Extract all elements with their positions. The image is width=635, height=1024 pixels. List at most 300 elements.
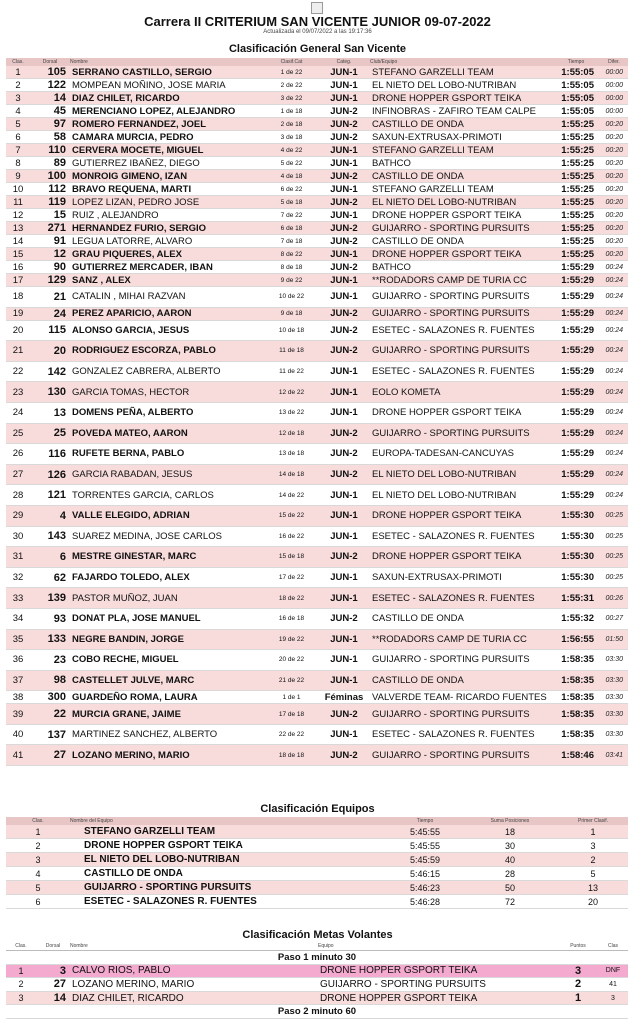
position-cell: 33 — [6, 588, 30, 609]
dorsal-cell: 143 — [30, 526, 70, 547]
category-cell: JUN-2 — [318, 235, 370, 248]
time-cell: 1:55:29 — [552, 382, 600, 403]
position-cell: 1 — [6, 66, 30, 79]
rider-name-cell: GRAU PIQUERES, ALEX — [70, 248, 265, 261]
category-rank-cell: 4 de 18 — [265, 170, 318, 183]
difference-cell: 03:30 — [600, 704, 628, 725]
points-cell: 3 — [558, 964, 598, 978]
category-rank-cell: 9 de 18 — [265, 307, 318, 320]
dorsal-cell: 3 — [36, 964, 70, 978]
table-row — [6, 670, 628, 691]
category-rank-cell: 18 de 22 — [265, 588, 318, 609]
rider-name-cell: DOMENS PEÑA, ALBERTO — [70, 402, 265, 423]
club-cell: BATHCO — [370, 261, 552, 274]
updated-timestamp: Actualizada el 09/07/2022 a las 19:17:36 — [263, 29, 372, 35]
col-club: Club/Equipo — [370, 58, 552, 66]
dorsal-cell: 97 — [30, 118, 70, 131]
position-cell: 18 — [6, 287, 30, 308]
category-rank-cell: 1 de 1 — [265, 691, 318, 704]
dorsal-cell: 98 — [30, 670, 70, 691]
col-nombre: Nombre — [70, 58, 265, 66]
club-cell: DRONE HOPPER GSPORT TEIKA — [370, 402, 552, 423]
table-row — [6, 567, 628, 588]
position-cell: 23 — [6, 382, 30, 403]
difference-cell: 00:24 — [600, 261, 628, 274]
category-rank-cell: 5 de 22 — [265, 157, 318, 170]
team-cell: DRONE HOPPER GSPORT TEIKA — [318, 964, 558, 978]
rider-name-cell: TORRENTES GARCIA, CARLOS — [70, 485, 265, 506]
broken-image-icon — [311, 2, 323, 14]
dorsal-cell: 14 — [30, 92, 70, 105]
category-rank-cell: 2 de 18 — [265, 118, 318, 131]
rider-name-cell: GONZALEZ CABRERA, ALBERTO — [70, 361, 265, 382]
club-cell: ESETEC - SALAZONES R. FUENTES — [370, 724, 552, 745]
dorsal-cell: 23 — [30, 650, 70, 671]
table-row — [6, 423, 628, 444]
position-cell: 21 — [6, 341, 30, 362]
position-cell: 38 — [6, 691, 30, 704]
table-row — [6, 92, 628, 105]
difference-cell: 00:25 — [600, 567, 628, 588]
points-cell: 2 — [558, 978, 598, 992]
table-row — [6, 526, 628, 547]
rider-name-cell: MERENCIANO LOPEZ, ALEJANDRO — [70, 105, 265, 118]
time-cell: 1:55:05 — [552, 92, 600, 105]
category-cell: JUN-2 — [318, 222, 370, 235]
table-row — [6, 274, 628, 287]
table-row — [6, 704, 628, 725]
category-rank-cell: 17 de 22 — [265, 567, 318, 588]
col-clas: Clas. — [6, 817, 70, 825]
rider-name-cell: PASTOR MUÑOZ, JUAN — [70, 588, 265, 609]
position-cell: 3 — [6, 853, 70, 867]
rider-name-cell: DIAZ CHILET, RICARDO — [70, 991, 318, 1005]
category-rank-cell: 17 de 18 — [265, 704, 318, 725]
category-cell: JUN-1 — [318, 724, 370, 745]
table-row — [6, 964, 628, 978]
dorsal-cell: 100 — [30, 170, 70, 183]
time-cell: 1:58:35 — [552, 724, 600, 745]
time-cell: 1:55:25 — [552, 235, 600, 248]
difference-cell: 00:24 — [600, 341, 628, 362]
club-cell: DRONE HOPPER GSPORT TEIKA — [370, 248, 552, 261]
category-rank-cell: 8 de 22 — [265, 248, 318, 261]
metas-section-title: Clasificación Metas Volantes — [242, 929, 393, 941]
rider-name-cell: DONAT PLA, JOSE MANUEL — [70, 608, 265, 629]
dorsal-cell: 142 — [30, 361, 70, 382]
time-cell: 1:55:29 — [552, 287, 600, 308]
category-cell: JUN-1 — [318, 629, 370, 650]
table-row — [6, 382, 628, 403]
clas-cell: DNF — [598, 964, 628, 978]
position-cell: 12 — [6, 209, 30, 222]
col-primer: Primer Clasif. — [558, 817, 628, 825]
category-cell: JUN-1 — [318, 670, 370, 691]
dorsal-cell: 89 — [30, 157, 70, 170]
table-header-row — [6, 942, 628, 951]
category-cell: JUN-1 — [318, 157, 370, 170]
position-cell: 17 — [6, 274, 30, 287]
club-cell: CASTILLO DE ONDA — [370, 235, 552, 248]
position-cell: 2 — [6, 978, 36, 992]
difference-cell: 00:20 — [600, 209, 628, 222]
club-cell: EL NIETO DEL LOBO-NUTRIBAN — [370, 485, 552, 506]
rider-name-cell: HERNANDEZ FURIO, SERGIO — [70, 222, 265, 235]
table-row — [6, 978, 628, 992]
category-cell: JUN-1 — [318, 183, 370, 196]
table-row — [6, 853, 628, 867]
time-cell: 1:55:25 — [552, 209, 600, 222]
table-row — [6, 547, 628, 568]
table-row — [6, 839, 628, 853]
time-cell: 1:55:29 — [552, 464, 600, 485]
rider-name-cell: LOZANO MERINO, MARIO — [70, 745, 265, 766]
first-classified-cell: 13 — [558, 881, 628, 895]
col-nombre: Nombre — [70, 942, 318, 951]
first-classified-cell: 3 — [558, 839, 628, 853]
time-cell: 1:55:30 — [552, 547, 600, 568]
col-tiempo: Tiempo — [388, 817, 462, 825]
category-cell: JUN-1 — [318, 361, 370, 382]
dorsal-cell: 126 — [30, 464, 70, 485]
time-cell: 1:55:25 — [552, 222, 600, 235]
table-row — [6, 287, 628, 308]
category-rank-cell: 9 de 22 — [265, 274, 318, 287]
club-cell: STEFANO GARZELLI TEAM — [370, 183, 552, 196]
difference-cell: 03:30 — [600, 691, 628, 704]
difference-cell: 03:30 — [600, 650, 628, 671]
rider-name-cell: VALLE ELEGIDO, ADRIAN — [70, 505, 265, 526]
club-cell: DRONE HOPPER GSPORT TEIKA — [370, 92, 552, 105]
category-rank-cell: 15 de 18 — [265, 547, 318, 568]
first-classified-cell: 2 — [558, 853, 628, 867]
teams-section-title: Clasificación Equipos — [260, 803, 375, 815]
table-row — [6, 248, 628, 261]
rider-name-cell: LEGUA LATORRE, ALVARO — [70, 235, 265, 248]
table-row — [6, 307, 628, 320]
category-rank-cell: 11 de 18 — [265, 341, 318, 362]
rider-name-cell: NEGRE BANDIN, JORGE — [70, 629, 265, 650]
rider-name-cell: CATALIN , MIHAI RAZVAN — [70, 287, 265, 308]
time-cell: 1:55:30 — [552, 567, 600, 588]
position-cell: 4 — [6, 105, 30, 118]
position-cell: 37 — [6, 670, 30, 691]
difference-cell: 00:20 — [600, 235, 628, 248]
category-rank-cell: 16 de 18 — [265, 608, 318, 629]
points-cell: 1 — [558, 991, 598, 1005]
club-cell: CASTILLO DE ONDA — [370, 170, 552, 183]
difference-cell: 00:24 — [600, 320, 628, 341]
category-rank-cell: 22 de 22 — [265, 724, 318, 745]
time-cell: 1:55:05 — [552, 66, 600, 79]
col-puntos: Puntos — [558, 942, 598, 951]
difference-cell: 00:20 — [600, 144, 628, 157]
dorsal-cell: 15 — [30, 209, 70, 222]
position-cell: 3 — [6, 991, 36, 1005]
time-cell: 1:55:25 — [552, 144, 600, 157]
club-cell: DRONE HOPPER GSPORT TEIKA — [370, 209, 552, 222]
rider-name-cell: DIAZ CHILET, RICARDO — [70, 92, 265, 105]
sum-positions-cell: 30 — [462, 839, 558, 853]
time-cell: 1:55:25 — [552, 170, 600, 183]
dorsal-cell: 24 — [30, 307, 70, 320]
category-cell: JUN-2 — [318, 608, 370, 629]
position-cell: 7 — [6, 144, 30, 157]
category-rank-cell: 3 de 18 — [265, 131, 318, 144]
club-cell: ESETEC - SALAZONES R. FUENTES — [370, 361, 552, 382]
table-row — [6, 895, 628, 909]
col-suma: Suma Posiciones — [462, 817, 558, 825]
dorsal-cell: 6 — [30, 547, 70, 568]
table-row — [6, 170, 628, 183]
category-cell: JUN-1 — [318, 144, 370, 157]
team-name-cell: CASTILLO DE ONDA — [70, 867, 388, 881]
position-cell: 6 — [6, 895, 70, 909]
table-row — [6, 991, 628, 1005]
position-cell: 24 — [6, 402, 30, 423]
category-cell: JUN-1 — [318, 402, 370, 423]
sum-positions-cell: 28 — [462, 867, 558, 881]
rider-name-cell: CAMARA MURCIA, PEDRO — [70, 131, 265, 144]
dorsal-cell: 271 — [30, 222, 70, 235]
position-cell: 41 — [6, 745, 30, 766]
rider-name-cell: LOPEZ LIZAN, PEDRO JOSE — [70, 196, 265, 209]
difference-cell: 00:20 — [600, 248, 628, 261]
club-cell: SAXUN-EXTRUSAX-PRIMOTI — [370, 567, 552, 588]
difference-cell: 03:30 — [600, 724, 628, 745]
position-cell: 26 — [6, 444, 30, 465]
club-cell: EL NIETO DEL LOBO-NUTRIBAN — [370, 196, 552, 209]
time-cell: 5:46:23 — [388, 881, 462, 895]
metas-volantes-table — [6, 942, 628, 1019]
rider-name-cell: PEREZ APARICIO, AARON — [70, 307, 265, 320]
position-cell: 4 — [6, 867, 70, 881]
difference-cell: 00:25 — [600, 505, 628, 526]
dorsal-cell: 13 — [30, 402, 70, 423]
category-cell: JUN-1 — [318, 248, 370, 261]
time-cell: 1:55:29 — [552, 274, 600, 287]
table-header-row — [6, 817, 628, 825]
club-cell: SAXUN-EXTRUSAX-PRIMOTI — [370, 131, 552, 144]
club-cell: ESETEC - SALAZONES R. FUENTES — [370, 526, 552, 547]
rider-name-cell: MARTINEZ SANCHEZ, ALBERTO — [70, 724, 265, 745]
dorsal-cell: 22 — [30, 704, 70, 725]
paso-row — [6, 951, 628, 965]
category-rank-cell: 12 de 22 — [265, 382, 318, 403]
difference-cell: 00:20 — [600, 196, 628, 209]
table-row — [6, 66, 628, 79]
time-cell: 1:55:25 — [552, 118, 600, 131]
difference-cell: 00:24 — [600, 402, 628, 423]
time-cell: 1:58:35 — [552, 704, 600, 725]
club-cell: BATHCO — [370, 157, 552, 170]
table-row — [6, 261, 628, 274]
difference-cell: 00:25 — [600, 526, 628, 547]
rider-name-cell: ALONSO GARCIA, JESUS — [70, 320, 265, 341]
position-cell: 39 — [6, 704, 30, 725]
club-cell: GUIJARRO - SPORTING PURSUITS — [370, 423, 552, 444]
category-rank-cell: 4 de 22 — [265, 144, 318, 157]
category-rank-cell: 6 de 22 — [265, 183, 318, 196]
difference-cell: 00:00 — [600, 92, 628, 105]
position-cell: 14 — [6, 235, 30, 248]
time-cell: 1:55:29 — [552, 341, 600, 362]
category-rank-cell: 10 de 22 — [265, 287, 318, 308]
difference-cell: 00:24 — [600, 485, 628, 506]
category-cell: JUN-1 — [318, 567, 370, 588]
time-cell: 1:55:29 — [552, 402, 600, 423]
dorsal-cell: 122 — [30, 79, 70, 92]
category-rank-cell: 10 de 18 — [265, 320, 318, 341]
rider-name-cell: RUFETE BERNA, PABLO — [70, 444, 265, 465]
difference-cell: 00:27 — [600, 608, 628, 629]
dorsal-cell: 112 — [30, 183, 70, 196]
category-cell: JUN-2 — [318, 704, 370, 725]
time-cell: 1:55:25 — [552, 248, 600, 261]
time-cell: 1:58:35 — [552, 691, 600, 704]
col-equipo: Equipo — [318, 942, 558, 951]
category-cell: JUN-1 — [318, 66, 370, 79]
difference-cell: 00:24 — [600, 382, 628, 403]
col-team-name: Nombre del Equipo — [70, 817, 388, 825]
position-cell: 5 — [6, 881, 70, 895]
position-cell: 28 — [6, 485, 30, 506]
dorsal-cell: 62 — [30, 567, 70, 588]
time-cell: 1:55:31 — [552, 588, 600, 609]
difference-cell: 00:24 — [600, 361, 628, 382]
table-row — [6, 235, 628, 248]
dorsal-cell: 121 — [30, 485, 70, 506]
dorsal-cell: 27 — [36, 978, 70, 992]
time-cell: 1:55:29 — [552, 320, 600, 341]
position-cell: 30 — [6, 526, 30, 547]
club-cell: GUIJARRO - SPORTING PURSUITS — [370, 222, 552, 235]
category-cell: JUN-2 — [318, 745, 370, 766]
position-cell: 40 — [6, 724, 30, 745]
first-classified-cell: 1 — [558, 825, 628, 839]
position-cell: 8 — [6, 157, 30, 170]
position-cell: 9 — [6, 170, 30, 183]
category-cell: JUN-2 — [318, 547, 370, 568]
position-cell: 11 — [6, 196, 30, 209]
time-cell: 1:55:29 — [552, 307, 600, 320]
category-rank-cell: 13 de 22 — [265, 402, 318, 423]
rider-name-cell: GUTIERREZ MERCADER, IBAN — [70, 261, 265, 274]
table-row — [6, 183, 628, 196]
club-cell: CASTILLO DE ONDA — [370, 670, 552, 691]
rider-name-cell: COBO RECHE, MIGUEL — [70, 650, 265, 671]
club-cell: CASTILLO DE ONDA — [370, 608, 552, 629]
table-row — [6, 361, 628, 382]
dorsal-cell: 130 — [30, 382, 70, 403]
team-cell: GUIJARRO - SPORTING PURSUITS — [318, 978, 558, 992]
rider-name-cell: GARCIA TOMAS, HECTOR — [70, 382, 265, 403]
time-cell: 1:58:35 — [552, 670, 600, 691]
time-cell: 1:55:25 — [552, 131, 600, 144]
table-row — [6, 79, 628, 92]
rider-name-cell: GUTIERREZ IBAÑEZ, DIEGO — [70, 157, 265, 170]
category-cell: Féminas — [318, 691, 370, 704]
position-cell: 20 — [6, 320, 30, 341]
sum-positions-cell: 50 — [462, 881, 558, 895]
difference-cell: 00:20 — [600, 157, 628, 170]
time-cell: 1:55:05 — [552, 105, 600, 118]
time-cell: 5:46:28 — [388, 895, 462, 909]
dorsal-cell: 119 — [30, 196, 70, 209]
table-row — [6, 118, 628, 131]
dorsal-cell: 4 — [30, 505, 70, 526]
category-cell: JUN-1 — [318, 287, 370, 308]
dorsal-cell: 115 — [30, 320, 70, 341]
difference-cell: 00:20 — [600, 170, 628, 183]
position-cell: 34 — [6, 608, 30, 629]
category-cell: JUN-2 — [318, 105, 370, 118]
table-row — [6, 196, 628, 209]
difference-cell: 00:20 — [600, 131, 628, 144]
category-rank-cell: 13 de 18 — [265, 444, 318, 465]
dorsal-cell: 110 — [30, 144, 70, 157]
rider-name-cell: RODRIGUEZ ESCORZA, PABLO — [70, 341, 265, 362]
club-cell: EL NIETO DEL LOBO-NUTRIBAN — [370, 464, 552, 485]
category-rank-cell: 1 de 22 — [265, 66, 318, 79]
position-cell: 35 — [6, 629, 30, 650]
rider-name-cell: ROMERO FERNANDEZ, JOEL — [70, 118, 265, 131]
rider-name-cell: SANZ , ALEX — [70, 274, 265, 287]
col-clas: Clas. — [6, 58, 30, 66]
rider-name-cell: CERVERA MOCETE, MIGUEL — [70, 144, 265, 157]
category-cell: JUN-2 — [318, 170, 370, 183]
page-title: Carrera II CRITERIUM SAN VICENTE JUNIOR 09-07-2022 — [144, 14, 491, 29]
dorsal-cell: 21 — [30, 287, 70, 308]
time-cell: 1:55:30 — [552, 505, 600, 526]
category-cell: JUN-2 — [318, 196, 370, 209]
category-rank-cell: 19 de 22 — [265, 629, 318, 650]
col-clas-2: Clas — [598, 942, 628, 951]
sum-positions-cell: 18 — [462, 825, 558, 839]
dorsal-cell: 116 — [30, 444, 70, 465]
position-cell: 29 — [6, 505, 30, 526]
rider-name-cell: BRAVO REQUENA, MARTI — [70, 183, 265, 196]
club-cell: EOLO KOMETA — [370, 382, 552, 403]
club-cell: GUIJARRO - SPORTING PURSUITS — [370, 745, 552, 766]
position-cell: 22 — [6, 361, 30, 382]
category-rank-cell: 8 de 18 — [265, 261, 318, 274]
difference-cell: 00:00 — [600, 105, 628, 118]
dorsal-cell: 133 — [30, 629, 70, 650]
time-cell: 5:46:15 — [388, 867, 462, 881]
category-cell: JUN-1 — [318, 209, 370, 222]
category-rank-cell: 7 de 18 — [265, 235, 318, 248]
category-cell: JUN-2 — [318, 118, 370, 131]
position-cell: 6 — [6, 131, 30, 144]
time-cell: 1:55:29 — [552, 444, 600, 465]
category-rank-cell: 18 de 18 — [265, 745, 318, 766]
col-categ: Categ. — [318, 58, 370, 66]
club-cell: STEFANO GARZELLI TEAM — [370, 66, 552, 79]
dorsal-cell: 300 — [30, 691, 70, 704]
category-cell: JUN-2 — [318, 307, 370, 320]
category-rank-cell: 15 de 22 — [265, 505, 318, 526]
table-row — [6, 402, 628, 423]
time-cell: 1:55:25 — [552, 157, 600, 170]
position-cell: 19 — [6, 307, 30, 320]
club-cell: **RODADORS CAMP DE TURIA CC — [370, 274, 552, 287]
table-row — [6, 867, 628, 881]
position-cell: 1 — [6, 825, 70, 839]
category-cell: JUN-2 — [318, 423, 370, 444]
difference-cell: 03:41 — [600, 745, 628, 766]
time-cell: 1:55:30 — [552, 526, 600, 547]
